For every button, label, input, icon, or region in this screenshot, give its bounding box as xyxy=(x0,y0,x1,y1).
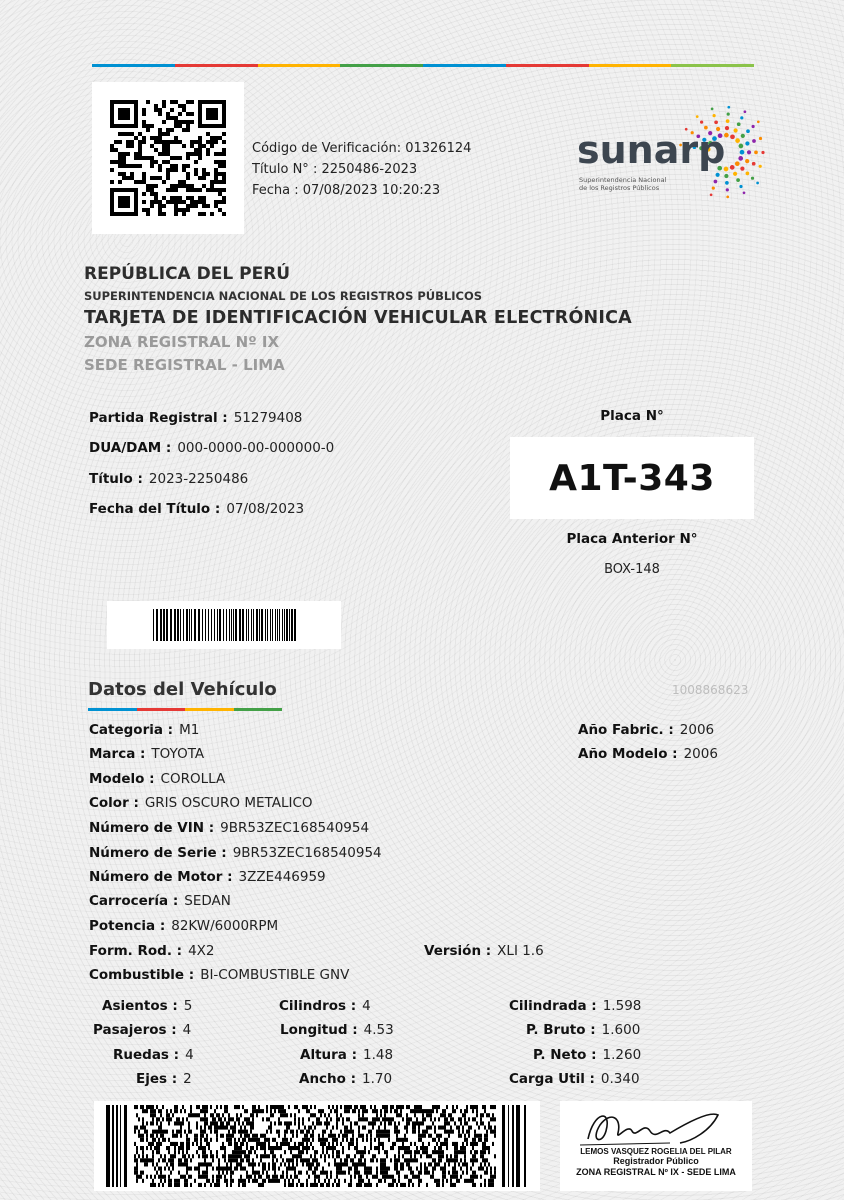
datos-color-rule xyxy=(88,708,282,711)
verification-info xyxy=(252,138,471,201)
vin-field: Número de VIN : 9BR53ZEC168540954 xyxy=(89,820,370,836)
barcode xyxy=(107,601,341,649)
potencia-field: Potencia : 82KW/6000RPM xyxy=(89,918,279,934)
datos-title: Datos del Vehículo xyxy=(88,679,277,700)
carroceria-field: Carrocería : SEDAN xyxy=(89,893,231,909)
titulo-field: Título : 2023-2250486 xyxy=(89,471,249,487)
p-neto-field: P. Neto : 1.260 xyxy=(533,1047,642,1063)
superintendencia-heading: SUPERINTENDENCIA NACIONAL DE LOS REGISTROS PÚBLICOS xyxy=(84,289,483,303)
issue-date: Fecha : 07/08/2023 10:20:23 xyxy=(252,183,441,198)
placa-label: Placa N° xyxy=(600,408,664,424)
altura-field: Altura : 1.48 xyxy=(300,1047,394,1063)
motor-field: Número de Motor : 3ZZE446959 xyxy=(89,869,326,885)
title-number: Título N° : 2250486-2023 xyxy=(252,162,418,177)
partida-field: Partida Registral : 51279408 xyxy=(89,410,303,426)
pasajeros-field: Pasajeros : 4 xyxy=(93,1022,192,1038)
pdf417-barcode xyxy=(94,1101,540,1191)
ancho-field: Ancho : 1.70 xyxy=(299,1071,393,1087)
anio-fabric-field: Año Fabric. : 2006 xyxy=(578,722,715,738)
version-field: Versión : XLI 1.6 xyxy=(424,943,544,959)
republica-heading: REPÚBLICA DEL PERÚ xyxy=(84,264,291,284)
verification-code: Código de Verificación: 01326124 xyxy=(252,141,472,156)
signature-block xyxy=(560,1101,752,1191)
categoria-field: Categoria : M1 xyxy=(89,722,200,738)
serie-field: Número de Serie : 9BR53ZEC168540954 xyxy=(89,845,382,861)
ruedas-field: Ruedas : 4 xyxy=(113,1047,194,1063)
asientos-field: Asientos : 5 xyxy=(102,998,193,1014)
placa-anterior-value: BOX-148 xyxy=(604,562,660,577)
placa-anterior-label: Placa Anterior N° xyxy=(566,531,698,547)
logo-subtitle: Superintendencia Nacional de los Registros Públicos xyxy=(579,176,667,192)
p-bruto-field: P. Bruto : 1.600 xyxy=(526,1022,641,1038)
signature-image xyxy=(560,1101,752,1151)
color-field: Color : GRIS OSCURO METALICO xyxy=(89,795,313,811)
anio-modelo-field: Año Modelo : 2006 xyxy=(578,746,718,762)
combustible-field: Combustible : BI-COMBUSTIBLE GNV xyxy=(89,967,350,983)
sunarp-logo xyxy=(575,100,765,210)
marca-field: Marca : TOYOTA xyxy=(89,746,205,762)
signer-zone: ZONA REGISTRAL Nº IX - SEDE LIMA xyxy=(576,1167,736,1177)
cilindrada-field: Cilindrada : 1.598 xyxy=(509,998,642,1014)
zona-registral: ZONA REGISTRAL Nº IX xyxy=(84,333,280,351)
placa-value: A1T-343 xyxy=(549,457,715,499)
dua-field: DUA/DAM : 000-0000-00-000000-0 xyxy=(89,440,335,456)
signer-name: LEMOS VASQUEZ ROGELIA DEL PILAR xyxy=(580,1147,732,1156)
placa-box xyxy=(510,437,754,519)
cilindros-field: Cilindros : 4 xyxy=(279,998,371,1014)
logo-wordmark: sunarp xyxy=(577,128,726,172)
longitud-field: Longitud : 4.53 xyxy=(280,1022,394,1038)
sede-registral: SEDE REGISTRAL - LIMA xyxy=(84,356,285,374)
top-color-rule xyxy=(92,64,754,67)
qr-code xyxy=(92,82,244,234)
serial-number: 1008868623 xyxy=(672,683,749,697)
modelo-field: Modelo : COROLLA xyxy=(89,771,226,787)
carga-util-field: Carga Util : 0.340 xyxy=(509,1071,640,1087)
signer-role: Registrador Público xyxy=(613,1156,699,1166)
ejes-field: Ejes : 2 xyxy=(136,1071,192,1087)
fecha-titulo-field: Fecha del Título : 07/08/2023 xyxy=(89,501,305,517)
form-rod-field: Form. Rod. : 4X2 xyxy=(89,943,215,959)
document-title: TARJETA DE IDENTIFICACIÓN VEHICULAR ELECTRÓNICA xyxy=(84,308,632,328)
